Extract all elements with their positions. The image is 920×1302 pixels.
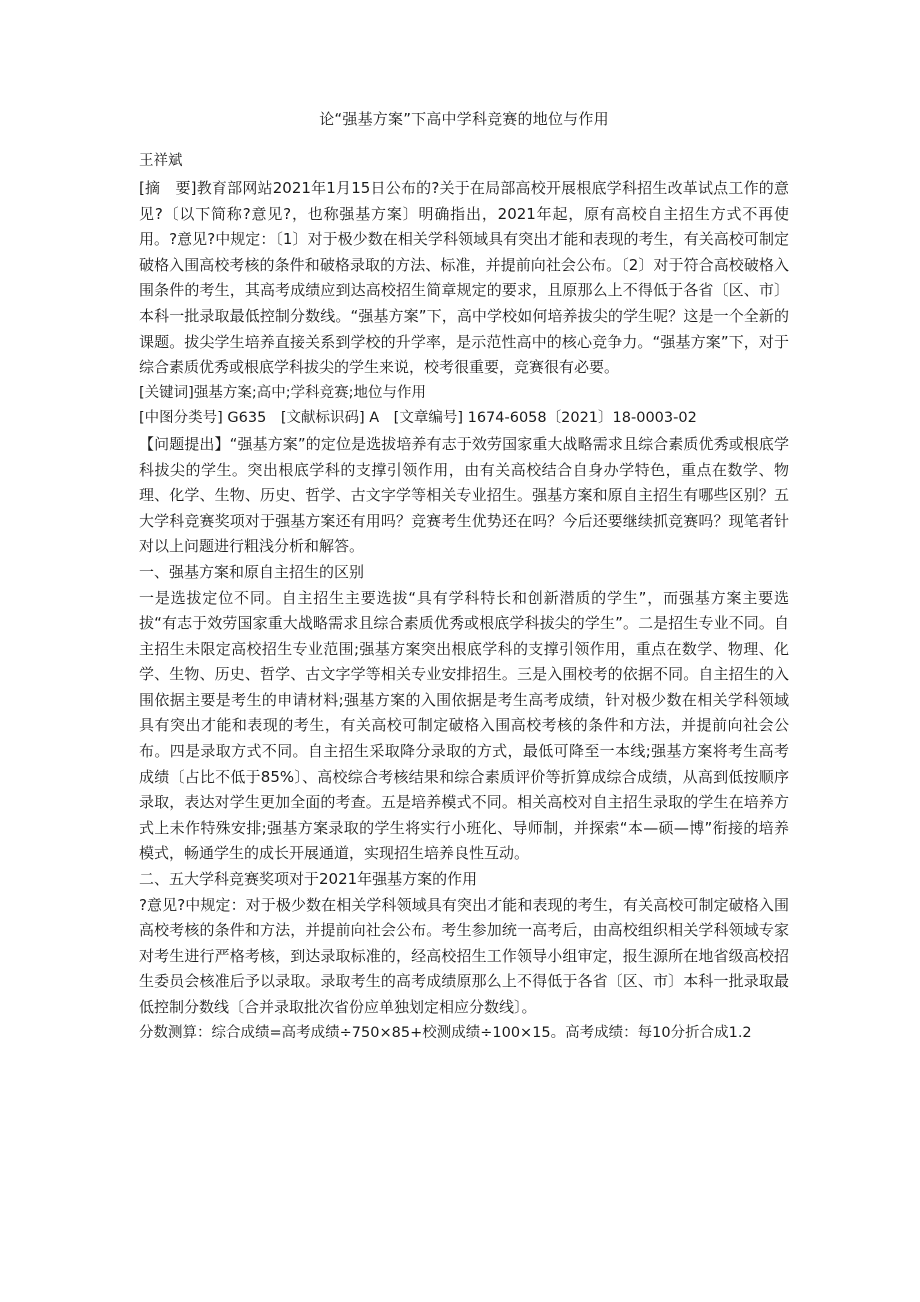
author-name: 王祥斌	[139, 153, 183, 169]
section-1-heading: 一、强基方案和原自主招生的区别	[139, 562, 365, 581]
document-page	[139, 108, 789, 1046]
abstract-paragraph: [摘 要]教育部网站2021年1月15日公布的?关于在局部高校开展根底学科招生改革试点工作的意见?〔以下简称?意见?，也称强基方案〕明确指出，2021年起，原有高校自主招生方式不再使用。?意见?中规定：〔1〕对于极少数在相关学科领域具有突出才能和表现的考生，有关高校可制定破格入围高校考核的条件和破格录取的方法、标准，并提前向社会公布。〔2〕对于符合高校破格入围条件的考生，其高考成绩应到达高校招生简章规定的要求，且原那么上不得低于各省〔区、市〕本科一批录取最低控制分数线。“强基方案”下，高中学校如何培养拔尖的学生呢？这是一个全新的课题。拔尖学生培养直接关系到学校的升学率，是示范性高中的核心竞争力。“强基方案”下，对于综合素质优秀或根底学科拔尖的学生来说，校考很重要，竞赛很有必要。	[139, 179, 789, 377]
section-2-body: ?意见?中规定：对于极少数在相关学科领域具有突出才能和表现的考生，有关高校可制定破格入围高校考核的条件和方法，并提前向社会公布。考生参加统一高考后，由高校组织相关学科领域专家对考生进行严格考核，到达录取标准的，经高校招生工作领导小组审定，报生源所在地省级高校招生委员会核准后予以录取。录取考生的高考成绩原那么上不得低于各省〔区、市〕本科一批录取最低控制分数线〔合并录取批次省份应单独划定相应分数线〕。	[139, 895, 789, 1016]
problem-paragraph: 【问题提出】“强基方案”的定位是选拔培养有志于效劳国家重大战略需求且综合素质优秀或根底学科拔尖的学生。突出根底学科的支撑引领作用，由有关高校结合自身办学特色，重点在数学、物理、化学、生物、历史、哲学、古文字学等相关专业招生。强基方案和原自主招生有哪些区别？五大学科竞赛奖项对于强基方案还有用吗？竞赛考生优势还在吗？今后还要继续抓竞赛吗？现笔者针对以上问题进行粗浅分析和解答。	[139, 434, 789, 556]
keywords-line: [关键词]强基方案;高中;学科竞赛;地位与作用	[139, 384, 426, 401]
document-title: 论“强基方案”下高中学科竞赛的地位与作用	[319, 110, 609, 128]
formula-line: 分数测算：综合成绩=高考成绩÷750×85+校测成绩÷100×15。高考成绩：每10分折合成1.2	[139, 1024, 752, 1041]
section-2-heading: 二、五大学科竞赛奖项对于2021年强基方案的作用	[139, 870, 478, 889]
classification-line: [中图分类号] G635 [文献标识码] A [文章编号] 1674-6058〔2021〕18-0003-02	[139, 410, 697, 427]
section-1-body: 一是选拔定位不同。自主招生主要选拔“具有学科特长和创新潜质的学生”，而强基方案主要选拔“有志于效劳国家重大战略需求且综合素质优秀或根底学科拔尖的学生”。二是招生专业不同。自主招生未限定高校招生专业范围;强基方案突出根底学科的支撑引领作用，重点在数学、物理、化学、生物、历史、哲学、古文字学等相关专业安排招生。三是入围校考的依据不同。自主招生的入围依据主要是考生的申请材料;强基方案的入围依据是考生高考成绩，针对极少数在相关学科领域具有突出才能和表现的考生，有关高校可制定破格入围高校考核的条件和方法，并提前向社会公布。四是录取方式不同。自主招生采取降分录取的方式，最低可降至一本线;强基方案将考生高考成绩〔占比不低于85%〕、高校综合考核结果和综合素质评价等折算成综合成绩，从高到低按顺序录取，表达对学生更加全面的考查。五是培养模式不同。相关高校对自主招生录取的学生在培养方式上未作特殊安排;强基方案录取的学生将实行小班化、导师制，并探索“本—硕—博”衔接的培养模式，畅通学生的成长开展通道，实现招生培养良性互动。	[139, 588, 789, 863]
